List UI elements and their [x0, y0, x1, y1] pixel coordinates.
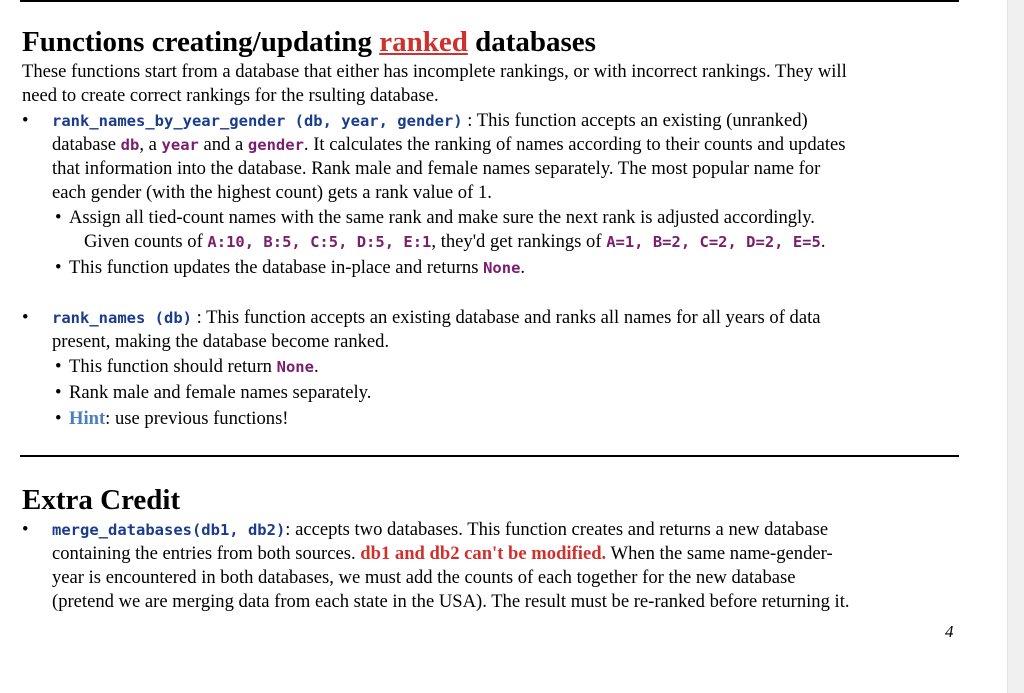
bullet-dot: • [22, 110, 29, 131]
extra-text: When the same name-gender- [606, 543, 833, 564]
sub-text: Given counts of [84, 231, 208, 252]
subbullet-dot: • [55, 356, 62, 377]
sub-text: : use previous functions! [105, 408, 289, 429]
bullet-dot: • [22, 307, 29, 328]
f1-line-4: each gender (with the highest count) gets a rank value of 1. [52, 182, 492, 203]
intro-line-2: need to create correct rankings for the rsulting database. [22, 85, 439, 106]
code-counts: A:10, B:5, C:5, D:5, E:1 [207, 233, 432, 251]
function-signature: rank_names_by_year_gender (db, year, gender) [52, 112, 463, 130]
f1-line-3: that information into the database. Rank male and female names separately. The most popular name for [52, 158, 821, 179]
subbullet-return-none [55, 355, 935, 381]
subbullet-in-place [55, 256, 935, 282]
sub-text: . [313, 356, 319, 377]
subbullet-dot: • [55, 408, 62, 429]
bullet-merge-databases [22, 518, 952, 618]
f2-line-2: present, making the database become ranked. [52, 331, 390, 352]
heading-suffix: databases [467, 26, 596, 58]
warning-text: db1 and db2 can't be modified. [360, 543, 607, 564]
f1-text: , a [139, 134, 162, 155]
intro-line-1: These functions start from a database that either has incomplete rankings, or with incorrect rankings. They will [22, 61, 847, 82]
code-gender: gender [247, 136, 304, 154]
page-number: 4 [945, 622, 954, 641]
function-signature: rank_names (db) [52, 309, 192, 327]
subbullet-hint [55, 407, 935, 433]
sub-text: . [520, 257, 526, 278]
code-none: None [483, 259, 521, 277]
bullet-text [52, 306, 952, 354]
f1-line-1: : This function accepts an existing (unranked) [462, 110, 808, 131]
sub-text: This function updates the database in-place and returns [69, 257, 484, 278]
subbullet-rank-separately [55, 381, 935, 407]
section-divider [20, 455, 959, 457]
f2-line-1: : This function accepts an existing database and ranks all names for all years of data [191, 307, 821, 328]
section-heading [22, 26, 596, 59]
intro-paragraph [22, 60, 957, 108]
subbullet-line-1: Assign all tied-count names with the same rank and make sure the next rank is adjusted accordingly. [69, 207, 815, 228]
subbullet-dot: • [55, 257, 62, 278]
sub-text: Rank male and female names separately. [69, 382, 372, 403]
vertical-scrollbar[interactable] [1007, 0, 1024, 693]
code-db: db [120, 136, 140, 154]
function-signature: merge_databases(db1, db2) [52, 521, 286, 539]
extra-line-1: : accepts two databases. This function creates and returns a new database [285, 519, 829, 540]
f1-text: database [52, 134, 121, 155]
bullet-text [52, 518, 952, 614]
sub-text: This function should return [69, 356, 277, 377]
f1-text: and a [198, 134, 248, 155]
heading-highlight: ranked [379, 26, 468, 58]
bullet-rank-names [22, 306, 952, 356]
sub-text: , they'd get rankings of [431, 231, 607, 252]
hint-label: Hint [69, 408, 106, 429]
extra-text: containing the entries from both sources. [52, 543, 361, 564]
bullet-dot: • [22, 519, 29, 540]
heading-prefix: Functions creating/updating [22, 26, 380, 58]
code-none: None [276, 358, 314, 376]
code-year: year [161, 136, 199, 154]
subbullet-tied-counts [55, 206, 935, 256]
extra-line-3: year is encountered in both databases, we must add the counts of each together for the new database [52, 567, 796, 588]
subbullet-dot: • [55, 207, 62, 228]
sub-text: . [820, 231, 826, 252]
f1-text: . It calculates the ranking of names according to their counts and updates [303, 134, 846, 155]
code-ranks: A=1, B=2, C=2, D=2, E=5 [606, 233, 821, 251]
bullet-rank-names-by-year-gender [22, 109, 952, 209]
extra-credit-heading: Extra Credit [22, 484, 181, 516]
top-divider [20, 0, 959, 2]
extra-line-4: (pretend we are merging data from each state in the USA). The result must be re-ranked before returning it. [52, 591, 850, 612]
subbullet-dot: • [55, 382, 62, 403]
bullet-text [52, 109, 952, 205]
